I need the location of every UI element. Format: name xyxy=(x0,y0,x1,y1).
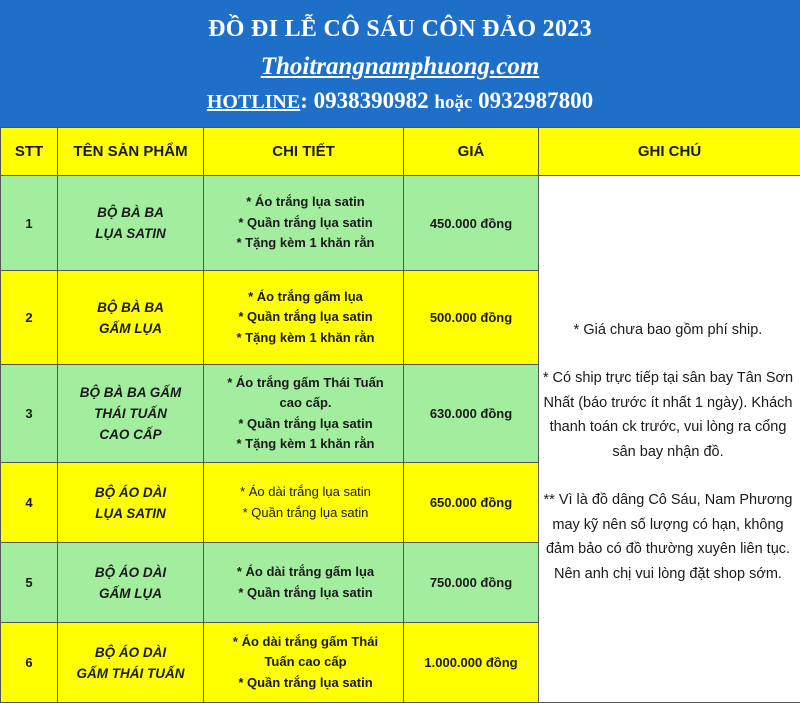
product-name: BỘ BÀ BA LỤA SATIN xyxy=(58,176,204,271)
phone-separator: hoặc xyxy=(434,92,472,113)
product-price: 500.000 đồng xyxy=(404,271,539,365)
row-stt: 4 xyxy=(1,463,58,543)
phone-2[interactable]: 0932987800 xyxy=(478,88,593,113)
row-stt: 5 xyxy=(1,543,58,623)
product-name: BỘ BÀ BA GẤM THÁI TUẤN CAO CẤP xyxy=(58,365,204,463)
header-banner xyxy=(0,0,800,127)
page-title: ĐỒ ĐI LỄ CÔ SÁU CÔN ĐẢO 2023 xyxy=(0,16,800,43)
product-name: BỘ ÁO DÀI LỤA SATIN xyxy=(58,463,204,543)
col-header-detail: CHI TIẾT xyxy=(204,128,404,176)
table-header-row xyxy=(1,128,800,176)
note-airport-delivery: * Có ship trực tiếp tại sân bay Tân Sơn Nhất (báo trước ít nhất 1 ngày). Khách thanh toán ck trước, vui lòng ra cổng sân bay nhận đồ. xyxy=(542,366,794,464)
product-details: * Áo trắng gấm lụa * Quần trắng lụa satin * Tặng kèm 1 khăn rằn xyxy=(204,271,404,365)
website-link[interactable]: Thoitrangnamphuong.com xyxy=(0,53,800,81)
product-price: 750.000 đồng xyxy=(404,543,539,623)
product-price: 650.000 đồng xyxy=(404,463,539,543)
hotline-line: HOTLINE: 0938390982 hoặc 0932987800 xyxy=(0,88,800,114)
product-name: BỘ ÁO DÀI GẤM THÁI TUẤN xyxy=(58,623,204,703)
price-table xyxy=(0,127,800,703)
note-shipping-fee: * Giá chưa bao gồm phí ship. xyxy=(542,318,794,343)
col-header-notes: GHI CHÚ xyxy=(539,128,800,176)
col-header-product: TÊN SẢN PHẨM xyxy=(58,128,204,176)
product-name: BỘ ÁO DÀI GẤM LỤA xyxy=(58,543,204,623)
note-limited-stock: ** Vì là đồ dâng Cô Sáu, Nam Phương may kỹ nên số lượng có hạn, không đảm bảo có đồ thường xuyên liên tục. Nên anh chị vui lòng đặt shop sớm. xyxy=(542,488,794,586)
col-header-stt: STT xyxy=(1,128,58,176)
notes-cell xyxy=(539,176,800,703)
product-details: * Áo trắng lụa satin * Quần trắng lụa satin * Tặng kèm 1 khăn rằn xyxy=(204,176,404,271)
product-details: * Áo dài trắng lụa satin * Quần trắng lụa satin xyxy=(204,463,404,543)
product-price: 450.000 đồng xyxy=(404,176,539,271)
product-details: * Áo dài trắng gấm lụa * Quần trắng lụa satin xyxy=(204,543,404,623)
row-stt: 6 xyxy=(1,623,58,703)
product-details: * Áo trắng gấm Thái Tuấn cao cấp. * Quần trắng lụa satin * Tặng kèm 1 khăn rằn xyxy=(204,365,404,463)
product-price: 1.000.000 đồng xyxy=(404,623,539,703)
phone-1[interactable]: 0938390982 xyxy=(314,88,429,113)
table-row xyxy=(1,176,800,271)
product-price: 630.000 đồng xyxy=(404,365,539,463)
row-stt: 1 xyxy=(1,176,58,271)
col-header-price: GIÁ xyxy=(404,128,539,176)
row-stt: 3 xyxy=(1,365,58,463)
product-name: BỘ BÀ BA GẤM LỤA xyxy=(58,271,204,365)
product-details: * Áo dài trắng gấm Thái Tuấn cao cấp * Quần trắng lụa satin xyxy=(204,623,404,703)
row-stt: 2 xyxy=(1,271,58,365)
hotline-label: HOTLINE xyxy=(207,91,300,113)
